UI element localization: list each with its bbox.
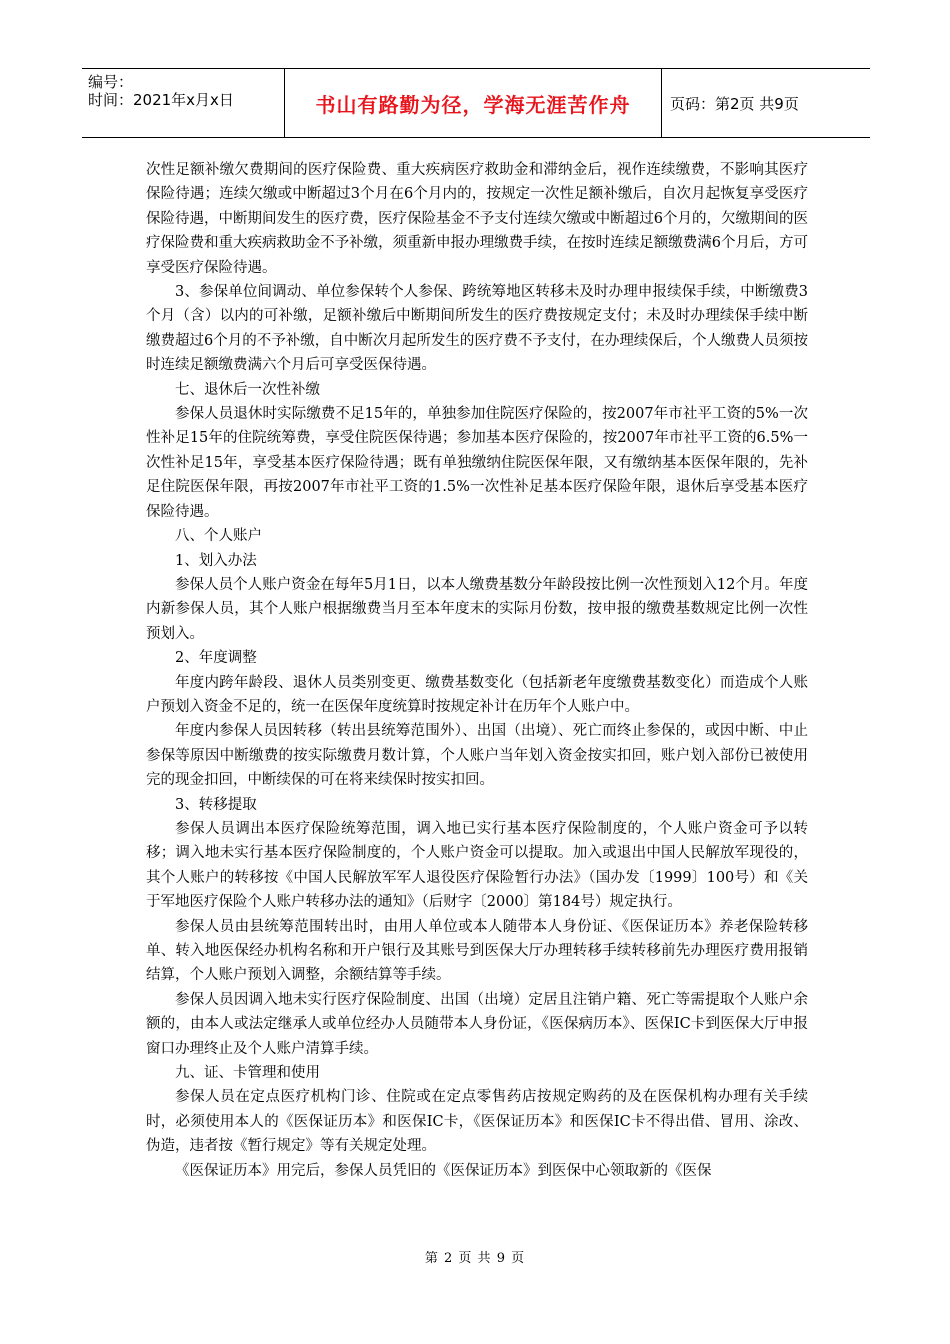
section-heading: 九、证、卡管理和使用 [175, 1065, 320, 1082]
subsection-heading: 1、划入办法 [175, 552, 257, 569]
paragraph: 年度内参保人员因转移（转出县统筹范围外）、出国（出境）、死亡而终止参保的，或因中断、中止参保等原因中断缴费的按实际缴费月数计算，个人账户当年划入资金按实扣回，账户划入部份已被使用完的现金扣回，中断续保的可在将来续保时按实扣回。 [146, 723, 808, 789]
header-slogan: 书山有路勤为径，学海无涯苦作舟 [285, 69, 662, 137]
paragraph: 参保人员由县统筹范围转出时，由用人单位或本人随带本人身份证、《医保证历本》养老保险转移单、转入地医保经办机构名称和开户银行及其账号到医保大厅办理转移手续转移前先办理医疗费用报销结算，个人账户预划入调整，余额结算等手续。 [146, 918, 808, 984]
paragraph: 参保人员在定点医疗机构门诊、住院或在定点零售药店按规定购药的及在医保机构办理有关手续时，必须使用本人的《医保证历本》和医保IC卡，《医保证历本》和医保IC卡不得出借、冒用、涂改、伪造，违者按《暂行规定》等有关规定处理。 [146, 1089, 808, 1155]
paragraph: 参保人员因调入地未实行医疗保险制度、出国（出境）定居且注销户籍、死亡等需提取个人账户余额的，由本人或法定继承人或单位经办人员随带本人身份证，《医保病历本》、医保IC卡到医保大厅申报窗口办理终止及个人账户清算手续。 [146, 991, 808, 1057]
subsection-heading: 3、转移提取 [175, 796, 257, 813]
paragraph: 参保人员个人账户资金在每年5月1日，以本人缴费基数分年龄段按比例一次性预划入12个月。年度内新参保人员，其个人账户根据缴费当月至本年度末的实际月份数，按申报的缴费基数规定比例一次性预划入。 [146, 576, 808, 642]
subsection-heading: 2、年度调整 [175, 650, 257, 667]
paragraph: 《医保证历本》用完后，参保人员凭旧的《医保证历本》到医保中心领取新的《医保 [175, 1162, 712, 1179]
section-heading: 七、退休后一次性补缴 [175, 381, 320, 398]
page-footer: 第 2 页 共 9 页 [424, 1251, 526, 1266]
document-body [146, 158, 808, 1183]
page-header [82, 68, 870, 138]
header-meta [82, 69, 285, 137]
document-time-label: 时间：2021年x月x日 [88, 91, 234, 109]
paragraph: 年度内跨年龄段、退休人员类别变更、缴费基数变化（包括新老年度缴费基数变化）而造成个人账户预划入资金不足的，统一在医保年度统算时按规定补计在历年个人账户中。 [146, 674, 808, 715]
section-heading: 八、个人账户 [175, 528, 262, 545]
paragraph: 3、参保单位间调动、单位参保转个人参保、跨统筹地区转移未及时办理申报续保手续，中断缴费3个月（含）以内的可补缴，足额补缴后中断期间所发生的医疗费按规定支付；未及时办理续保手续中断缴费超过6个月的不予补缴，自中断次月起所发生的医疗费不予支付，在办理续保后，个人缴费人员须按时连续足额缴费满六个月后可享受医保待遇。 [146, 284, 808, 374]
header-page-indicator: 页码：第2页 共9页 [670, 94, 799, 113]
document-number-label: 编号： [88, 73, 134, 91]
paragraph: 次性足额补缴欠费期间的医疗保险费、重大疾病医疗救助金和滞纳金后，视作连续缴费，不影响其医疗保险待遇；连续欠缴或中断超过3个月在6个月内的，按规定一次性足额补缴后，自次月起恢复享受医疗保险待遇，中断期间发生的医疗费，医疗保险基金不予支付连续欠缴或中断超过6个月的，欠缴期间的医疗保险费和重大疾病救助金不予补缴，须重新申报办理缴费手续，在按时连续足额缴费满6个月后，方可享受医疗保险待遇。 [146, 162, 808, 276]
paragraph: 参保人员退休时实际缴费不足15年的，单独参加住院医疗保险的，按2007年市社平工资的5%一次性补足15年的住院统筹费，享受住院医保待遇；参加基本医疗保险的，按2007年市社平工资的6.5%一次性补足15年，享受基本医疗保险待遇；既有单独缴纳住院医保年限，又有缴纳基本医保年限的，先补足住院医保年限，再按2007年市社平工资的1.5%一次性补足基本医疗保险年限，退休后享受基本医疗保险待遇。 [146, 406, 808, 520]
paragraph: 参保人员调出本医疗保险统筹范围，调入地已实行基本医疗保险制度的，个人账户资金可予以转移；调入地未实行基本医疗保险制度的，个人账户资金可以提取。加入或退出中国人民解放军现役的，其个人账户的转移按《中国人民解放军军人退役医疗保险暂行办法》（国办发〔1999〕100号）和《关于军地医疗保险个人账户转移办法的通知》（后财字〔2000〕第184号）规定执行。 [146, 820, 808, 911]
